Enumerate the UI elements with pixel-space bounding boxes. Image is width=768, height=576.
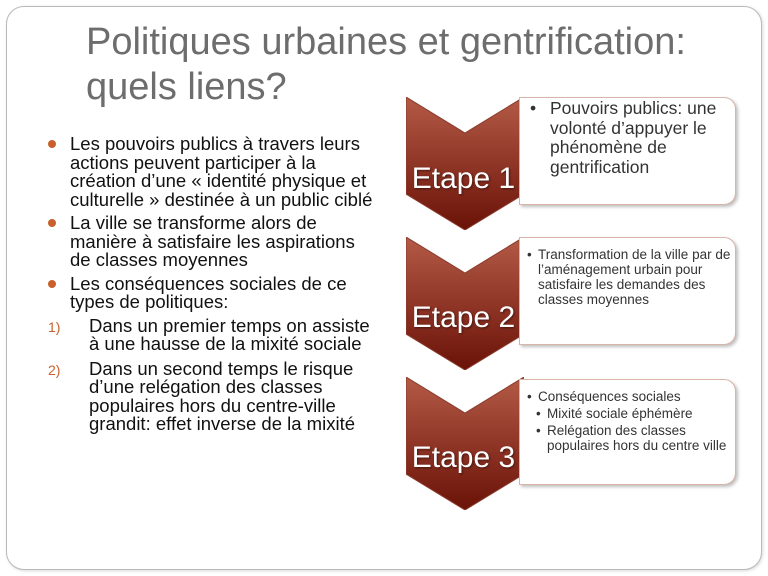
bullet-icon: •: [527, 247, 532, 262]
numbered-text: Dans un second temps le risque d’une relégation des classes populaires hors du centre-ville grandit: effet inverse de la mixité: [89, 357, 355, 434]
step-2-label: Etape 2: [411, 301, 516, 334]
numbered-item: [48, 357, 378, 434]
bullet-icon: •: [530, 98, 537, 118]
item-number: 1): [48, 318, 61, 335]
bullet-icon: •: [527, 389, 532, 404]
step-1-item: [530, 99, 735, 177]
step-1-label: Etape 1: [411, 162, 516, 195]
title-line-1: Politiques urbaines et gentrification:: [86, 21, 686, 63]
step-3-box: [519, 379, 736, 485]
step-1-text: Pouvoirs publics: une volonté d’appuyer le phénomène de gentrification: [550, 98, 717, 177]
bullet-text: La ville se transforme alors de manière à satisfaire les aspirations de classes moyennes: [70, 212, 355, 270]
title-line-2: quels liens?: [86, 66, 287, 108]
subitem-text: Relégation des classes populaires hors du centre ville: [547, 423, 727, 453]
bullet-dot-icon: [48, 219, 56, 227]
bullet-item: [48, 214, 378, 270]
bullet-dot-icon: [48, 280, 56, 288]
bullet-icon: •: [536, 406, 541, 421]
left-text-column: [48, 135, 378, 440]
step-3-subitem: [527, 406, 735, 421]
bullet-icon: •: [536, 423, 541, 438]
bullet-dot-icon: [48, 140, 56, 148]
step-3-text: Conséquences sociales: [538, 389, 681, 404]
step-2-box: [519, 237, 736, 345]
item-number: 2): [48, 361, 61, 378]
bullet-item: [48, 135, 378, 209]
step-3-item: [527, 389, 735, 404]
bullet-text: Les conséquences sociales de ce types de politiques:: [70, 272, 347, 312]
bullet-item: [48, 272, 378, 312]
step-1-box: [519, 97, 736, 205]
numbered-item: [48, 314, 378, 354]
subitem-text: Mixité sociale éphémère: [547, 406, 693, 421]
step-2-text: Transformation de la ville par de l’aménagement urbain pour satisfaire les demandes des classes moyennes: [538, 247, 731, 307]
bullet-text: Les pouvoirs publics à travers leurs actions peuvent participer à la création d’une « identité physique et culturelle » destinée à un public ciblé: [70, 133, 373, 210]
numbered-text: Dans un premier temps on assiste à une hausse de la mixité sociale: [89, 314, 370, 354]
step-3-label: Etape 3: [411, 441, 516, 474]
step-2-item: [527, 247, 735, 307]
step-3-subitem: [527, 423, 735, 453]
